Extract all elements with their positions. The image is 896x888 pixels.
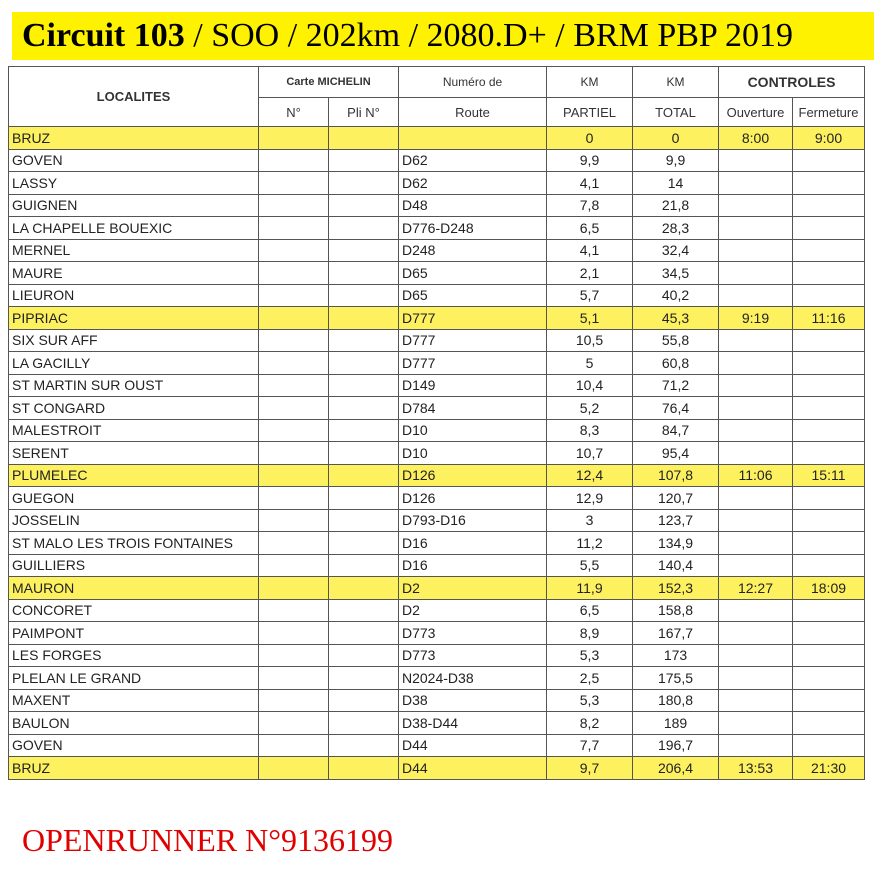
cell-route: D126 (399, 487, 547, 510)
cell-ouverture (719, 644, 793, 667)
cell-fermeture (793, 509, 865, 532)
cell-michelin-no (259, 239, 329, 262)
cell-michelin-no (259, 599, 329, 622)
cell-michelin-no (259, 127, 329, 150)
cell-fermeture (793, 667, 865, 690)
cell-michelin-no (259, 577, 329, 600)
cell-fermeture (793, 689, 865, 712)
control-row (9, 757, 865, 780)
header-route-bottom: Route (399, 98, 547, 127)
cell-ouverture (719, 217, 793, 240)
table-body (9, 127, 865, 780)
cell-route: D38-D44 (399, 712, 547, 735)
cell-localite: ST CONGARD (9, 397, 259, 420)
cell-ouverture (719, 397, 793, 420)
cell-michelin-pli (329, 284, 399, 307)
cell-ouverture (719, 419, 793, 442)
cell-ouverture (719, 239, 793, 262)
header-localites: LOCALITES (9, 67, 259, 127)
cell-fermeture: 21:30 (793, 757, 865, 780)
cell-michelin-pli (329, 172, 399, 195)
header-km-total-bottom: TOTAL (633, 98, 719, 127)
table-row (9, 599, 865, 622)
table-row (9, 217, 865, 240)
cell-ouverture: 12:27 (719, 577, 793, 600)
cell-michelin-pli (329, 374, 399, 397)
cell-fermeture (793, 487, 865, 510)
cell-michelin-pli (329, 509, 399, 532)
table-row (9, 329, 865, 352)
cell-michelin-no (259, 464, 329, 487)
cell-route: D48 (399, 194, 547, 217)
cell-route: D149 (399, 374, 547, 397)
cell-localite: ST MARTIN SUR OUST (9, 374, 259, 397)
cell-michelin-no (259, 757, 329, 780)
cell-michelin-no (259, 307, 329, 330)
cell-ouverture: 11:06 (719, 464, 793, 487)
circuit-details: / SOO / 202km / 2080.D+ / BRM PBP 2019 (184, 17, 794, 54)
cell-km-total: 173 (633, 644, 719, 667)
cell-km-total: 76,4 (633, 397, 719, 420)
cell-michelin-pli (329, 217, 399, 240)
cell-michelin-no (259, 172, 329, 195)
cell-km-partiel: 3 (547, 509, 633, 532)
cell-michelin-no (259, 734, 329, 757)
cell-km-total: 34,5 (633, 262, 719, 285)
cell-ouverture: 8:00 (719, 127, 793, 150)
cell-km-total: 206,4 (633, 757, 719, 780)
cell-michelin-pli (329, 149, 399, 172)
cell-km-partiel: 8,9 (547, 622, 633, 645)
table-header (9, 67, 865, 127)
cell-localite: MALESTROIT (9, 419, 259, 442)
control-row (9, 464, 865, 487)
cell-ouverture (719, 532, 793, 555)
cell-route: D62 (399, 149, 547, 172)
cell-km-total: 40,2 (633, 284, 719, 307)
table-row (9, 194, 865, 217)
cell-localite: PIPRIAC (9, 307, 259, 330)
cell-fermeture (793, 352, 865, 375)
cell-fermeture (793, 644, 865, 667)
cell-km-total: 71,2 (633, 374, 719, 397)
cell-fermeture (793, 172, 865, 195)
cell-localite: GOVEN (9, 734, 259, 757)
cell-km-total: 167,7 (633, 622, 719, 645)
cell-localite: GUEGON (9, 487, 259, 510)
cell-michelin-pli (329, 554, 399, 577)
cell-km-partiel: 7,8 (547, 194, 633, 217)
page-title (12, 12, 874, 60)
cell-ouverture (719, 509, 793, 532)
route-sheet (8, 66, 874, 810)
cell-localite: PLUMELEC (9, 464, 259, 487)
table-row (9, 532, 865, 555)
cell-fermeture (793, 149, 865, 172)
cell-km-partiel: 6,5 (547, 599, 633, 622)
cell-michelin-no (259, 217, 329, 240)
cell-fermeture (793, 419, 865, 442)
cell-km-partiel: 6,5 (547, 217, 633, 240)
cell-localite: SERENT (9, 442, 259, 465)
cell-km-total: 84,7 (633, 419, 719, 442)
cell-km-partiel: 5 (547, 352, 633, 375)
cell-km-partiel: 7,7 (547, 734, 633, 757)
cell-michelin-pli (329, 464, 399, 487)
cell-km-total: 140,4 (633, 554, 719, 577)
cell-localite: BAULON (9, 712, 259, 735)
cell-michelin-pli (329, 532, 399, 555)
cell-ouverture (719, 329, 793, 352)
table-row (9, 667, 865, 690)
cell-localite: LIEURON (9, 284, 259, 307)
cell-fermeture (793, 329, 865, 352)
cell-route: D248 (399, 239, 547, 262)
cell-michelin-pli (329, 352, 399, 375)
header-fermeture: Fermeture (793, 98, 865, 127)
cell-michelin-no (259, 262, 329, 285)
cell-ouverture (719, 284, 793, 307)
cell-michelin-no (259, 712, 329, 735)
cell-localite: MAXENT (9, 689, 259, 712)
cell-ouverture (719, 554, 793, 577)
cell-route: D62 (399, 172, 547, 195)
cell-ouverture (719, 352, 793, 375)
cell-fermeture (793, 374, 865, 397)
cell-ouverture (719, 149, 793, 172)
cell-km-total: 123,7 (633, 509, 719, 532)
cell-michelin-no (259, 442, 329, 465)
header-km-partiel-top: KM (547, 67, 633, 98)
cell-km-total: 28,3 (633, 217, 719, 240)
table-row (9, 689, 865, 712)
cell-km-partiel: 4,1 (547, 239, 633, 262)
header-route-top: Numéro de (399, 67, 547, 98)
cell-localite: JOSSELIN (9, 509, 259, 532)
cell-michelin-no (259, 532, 329, 555)
cell-localite: CONCORET (9, 599, 259, 622)
cell-km-partiel: 12,4 (547, 464, 633, 487)
cell-route: D65 (399, 284, 547, 307)
cell-km-total: 158,8 (633, 599, 719, 622)
cell-route: D2 (399, 577, 547, 600)
cell-michelin-no (259, 194, 329, 217)
cell-km-total: 196,7 (633, 734, 719, 757)
cell-km-partiel: 0 (547, 127, 633, 150)
cell-michelin-no (259, 622, 329, 645)
cell-fermeture (793, 532, 865, 555)
cell-km-total: 32,4 (633, 239, 719, 262)
cell-michelin-pli (329, 734, 399, 757)
cell-localite: SIX SUR AFF (9, 329, 259, 352)
cell-km-total: 189 (633, 712, 719, 735)
cell-michelin-pli (329, 689, 399, 712)
cell-route: D10 (399, 419, 547, 442)
cell-ouverture (719, 194, 793, 217)
cell-ouverture (719, 622, 793, 645)
cell-localite: LASSY (9, 172, 259, 195)
table-row (9, 239, 865, 262)
cell-km-total: 175,5 (633, 667, 719, 690)
cell-localite: BRUZ (9, 757, 259, 780)
cell-route: D16 (399, 532, 547, 555)
openrunner-reference: OPENRUNNER N°9136199 (22, 822, 394, 858)
cell-ouverture (719, 262, 793, 285)
control-row (9, 577, 865, 600)
cell-km-total: 107,8 (633, 464, 719, 487)
cell-michelin-pli (329, 194, 399, 217)
cell-route: D777 (399, 307, 547, 330)
cell-route (399, 127, 547, 150)
cell-ouverture (719, 442, 793, 465)
cell-localite: LA GACILLY (9, 352, 259, 375)
cell-fermeture (793, 262, 865, 285)
cell-localite: PAIMPONT (9, 622, 259, 645)
cell-route: D38 (399, 689, 547, 712)
cell-route: D2 (399, 599, 547, 622)
cell-km-partiel: 9,9 (547, 149, 633, 172)
control-row (9, 127, 865, 150)
cell-localite: GOVEN (9, 149, 259, 172)
cell-michelin-pli (329, 667, 399, 690)
cell-km-total: 55,8 (633, 329, 719, 352)
cell-route: D777 (399, 329, 547, 352)
cell-km-total: 45,3 (633, 307, 719, 330)
cell-km-total: 120,7 (633, 487, 719, 510)
table-row (9, 554, 865, 577)
cell-route: D777 (399, 352, 547, 375)
cell-michelin-no (259, 329, 329, 352)
cell-km-partiel: 8,3 (547, 419, 633, 442)
cell-fermeture (793, 194, 865, 217)
control-row (9, 307, 865, 330)
cell-ouverture: 9:19 (719, 307, 793, 330)
cell-localite: MAURE (9, 262, 259, 285)
cell-km-partiel: 4,1 (547, 172, 633, 195)
cell-km-total: 14 (633, 172, 719, 195)
cell-fermeture (793, 284, 865, 307)
table-row (9, 172, 865, 195)
table-row (9, 419, 865, 442)
cell-fermeture (793, 622, 865, 645)
cell-km-partiel: 5,7 (547, 284, 633, 307)
table-row (9, 622, 865, 645)
cell-km-partiel: 10,4 (547, 374, 633, 397)
cell-km-total: 180,8 (633, 689, 719, 712)
cell-km-partiel: 5,1 (547, 307, 633, 330)
cell-route: D10 (399, 442, 547, 465)
cell-km-partiel: 11,9 (547, 577, 633, 600)
table-row (9, 374, 865, 397)
table-row (9, 644, 865, 667)
cell-km-partiel: 5,3 (547, 644, 633, 667)
cell-michelin-pli (329, 599, 399, 622)
cell-localite: MAURON (9, 577, 259, 600)
cell-localite: ST MALO LES TROIS FONTAINES (9, 532, 259, 555)
cell-km-total: 134,9 (633, 532, 719, 555)
cell-michelin-pli (329, 419, 399, 442)
cell-michelin-pli (329, 239, 399, 262)
cell-route: D793-D16 (399, 509, 547, 532)
cell-localite: LA CHAPELLE BOUEXIC (9, 217, 259, 240)
cell-michelin-pli (329, 329, 399, 352)
cell-michelin-pli (329, 487, 399, 510)
cell-fermeture (793, 397, 865, 420)
cell-km-total: 21,8 (633, 194, 719, 217)
cell-ouverture (719, 734, 793, 757)
cell-ouverture (719, 172, 793, 195)
cell-ouverture (719, 599, 793, 622)
cell-localite: GUIGNEN (9, 194, 259, 217)
header-ouverture: Ouverture (719, 98, 793, 127)
cell-michelin-no (259, 667, 329, 690)
header-km-partiel-bottom: PARTIEL (547, 98, 633, 127)
cell-fermeture (793, 554, 865, 577)
cell-km-partiel: 11,2 (547, 532, 633, 555)
cell-ouverture (719, 689, 793, 712)
cell-fermeture: 11:16 (793, 307, 865, 330)
table-row (9, 262, 865, 285)
table-row (9, 734, 865, 757)
cell-ouverture (719, 712, 793, 735)
cell-km-partiel: 5,3 (547, 689, 633, 712)
cell-ouverture (719, 487, 793, 510)
table-row (9, 149, 865, 172)
cell-michelin-no (259, 397, 329, 420)
cell-km-partiel: 9,7 (547, 757, 633, 780)
cell-km-total: 60,8 (633, 352, 719, 375)
header-km-total-top: KM (633, 67, 719, 98)
cell-fermeture: 9:00 (793, 127, 865, 150)
cell-km-total: 152,3 (633, 577, 719, 600)
cell-michelin-pli (329, 442, 399, 465)
header-carte-michelin: Carte MICHELIN (259, 67, 399, 98)
header-michelin-pli: Pli N° (329, 98, 399, 127)
cell-michelin-pli (329, 397, 399, 420)
cell-michelin-pli (329, 622, 399, 645)
cell-michelin-pli (329, 127, 399, 150)
cell-localite: PLELAN LE GRAND (9, 667, 259, 690)
cell-km-partiel: 8,2 (547, 712, 633, 735)
cell-michelin-pli (329, 644, 399, 667)
cell-route: D773 (399, 622, 547, 645)
cell-michelin-pli (329, 712, 399, 735)
cell-km-partiel: 2,1 (547, 262, 633, 285)
cell-fermeture: 15:11 (793, 464, 865, 487)
cell-route: D126 (399, 464, 547, 487)
cell-michelin-pli (329, 262, 399, 285)
cell-fermeture: 18:09 (793, 577, 865, 600)
cell-km-partiel: 2,5 (547, 667, 633, 690)
cell-michelin-no (259, 284, 329, 307)
route-table (8, 66, 865, 780)
cell-ouverture (719, 374, 793, 397)
cell-km-total: 0 (633, 127, 719, 150)
cell-km-total: 9,9 (633, 149, 719, 172)
table-row (9, 487, 865, 510)
table-row (9, 284, 865, 307)
table-row (9, 442, 865, 465)
cell-route: D44 (399, 734, 547, 757)
cell-localite: GUILLIERS (9, 554, 259, 577)
cell-localite: LES FORGES (9, 644, 259, 667)
cell-michelin-no (259, 419, 329, 442)
cell-michelin-no (259, 374, 329, 397)
cell-km-partiel: 5,2 (547, 397, 633, 420)
cell-km-partiel: 10,7 (547, 442, 633, 465)
circuit-number: Circuit 103 (22, 17, 185, 54)
cell-localite: MERNEL (9, 239, 259, 262)
cell-route: D44 (399, 757, 547, 780)
cell-ouverture: 13:53 (719, 757, 793, 780)
cell-fermeture (793, 712, 865, 735)
header-controles: CONTROLES (719, 67, 865, 98)
cell-route: N2024-D38 (399, 667, 547, 690)
table-row (9, 509, 865, 532)
cell-michelin-no (259, 644, 329, 667)
header-michelin-no: N° (259, 98, 329, 127)
cell-michelin-no (259, 352, 329, 375)
cell-ouverture (719, 667, 793, 690)
cell-michelin-no (259, 689, 329, 712)
cell-fermeture (793, 217, 865, 240)
cell-km-partiel: 10,5 (547, 329, 633, 352)
cell-michelin-pli (329, 307, 399, 330)
table-row (9, 397, 865, 420)
cell-km-partiel: 5,5 (547, 554, 633, 577)
cell-localite: BRUZ (9, 127, 259, 150)
cell-route: D773 (399, 644, 547, 667)
cell-route: D65 (399, 262, 547, 285)
cell-route: D784 (399, 397, 547, 420)
cell-michelin-no (259, 554, 329, 577)
cell-route: D776-D248 (399, 217, 547, 240)
table-row (9, 712, 865, 735)
cell-fermeture (793, 599, 865, 622)
cell-fermeture (793, 734, 865, 757)
table-row (9, 352, 865, 375)
cell-km-total: 95,4 (633, 442, 719, 465)
cell-michelin-no (259, 149, 329, 172)
cell-michelin-no (259, 509, 329, 532)
cell-michelin-no (259, 487, 329, 510)
cell-route: D16 (399, 554, 547, 577)
cell-michelin-pli (329, 757, 399, 780)
cell-km-partiel: 12,9 (547, 487, 633, 510)
cell-michelin-pli (329, 577, 399, 600)
cell-fermeture (793, 239, 865, 262)
cell-fermeture (793, 442, 865, 465)
